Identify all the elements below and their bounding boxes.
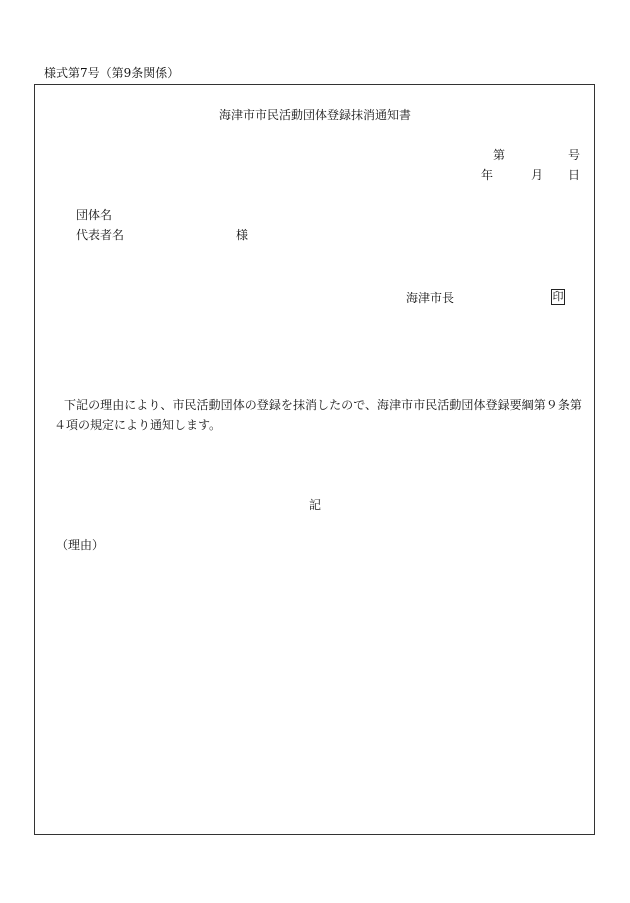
- representative-name-label: 代表者名: [76, 228, 125, 242]
- form-number-label: 様式第7号（第9条関係）: [44, 66, 180, 80]
- document-title: 海津市市民活動団体登録抹消通知書: [218, 108, 411, 122]
- document-number-suffix: 号: [568, 148, 581, 162]
- ki-heading: 記: [308, 498, 321, 512]
- date-day-label: 日: [568, 168, 581, 182]
- date-month-label: 月: [531, 168, 544, 182]
- sender-mayor-title: 海津市長: [406, 291, 455, 305]
- notice-body-line-2: ４項の規定により通知します。: [54, 418, 222, 432]
- seal-mark: 印: [552, 290, 564, 303]
- honorific-sama: 様: [236, 228, 249, 242]
- organization-name-label: 団体名: [76, 208, 113, 222]
- reason-label: （理由）: [56, 538, 105, 552]
- document-number-prefix: 第: [493, 148, 506, 162]
- document-frame: [34, 84, 595, 835]
- notice-body-line-1: 下記の理由により、市民活動団体の登録を抹消したので、海津市市民活動団体登録要綱第９条第: [64, 398, 582, 412]
- date-year-label: 年: [481, 168, 494, 182]
